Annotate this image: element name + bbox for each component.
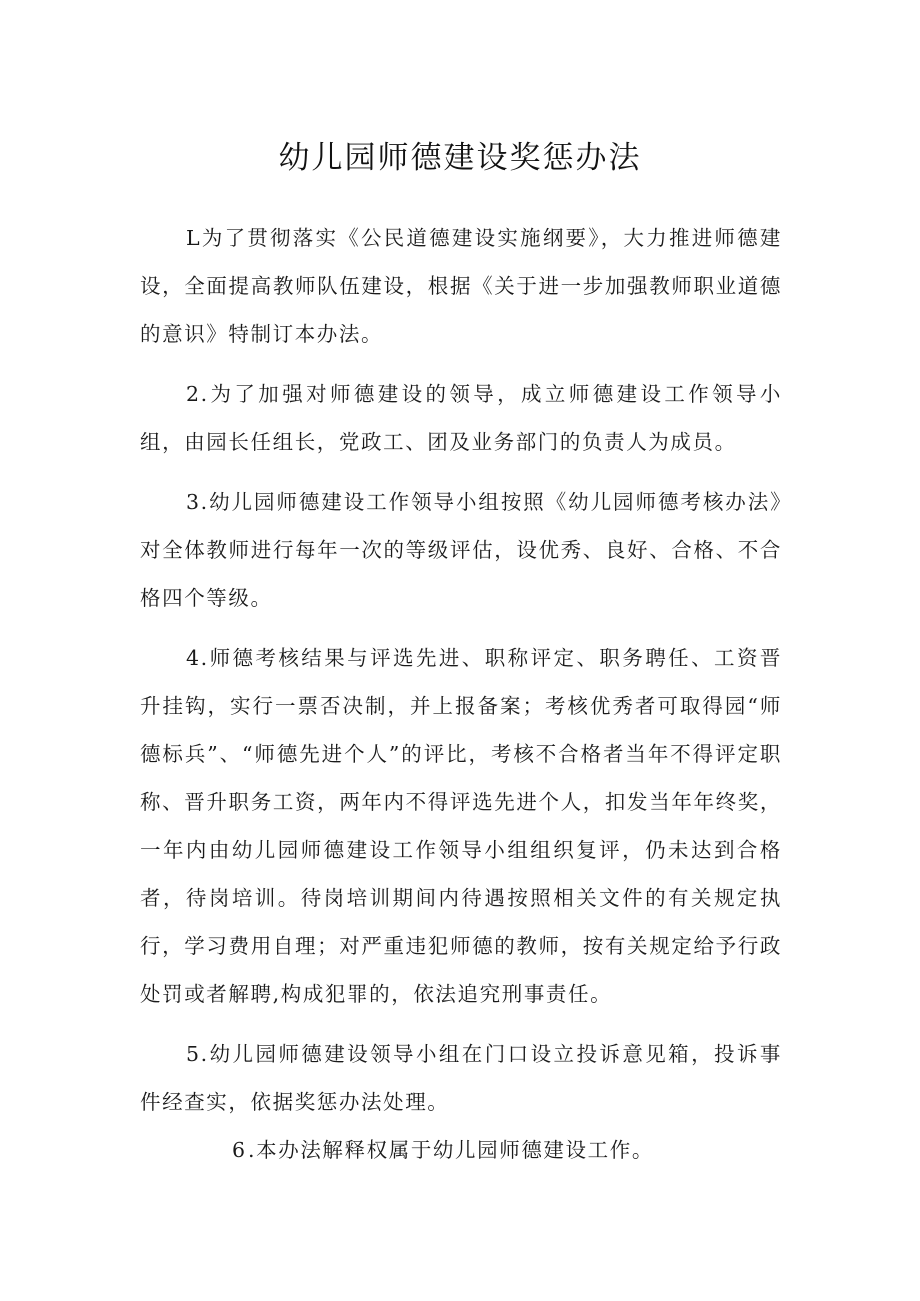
paragraph-4: 4.师德考核结果与评选先进、职称评定、职务聘任、工资晋升挂钩，实行一票否决制，并上报备案；考核优秀者可取得园“师德标兵”、“师德先进个人”的评比，考核不合格者当年不得评定职称、晋升职务工资，两年内不得评选先进个人，扣发当年年终奖，一年内由幼儿园师德建设工作领导小组组织复评，仍未达到合格者，待岗培训。待岗培训期间内待遇按照相关文件的有关规定执行，学习费用自理；对严重违犯师德的教师，按有关规定给予行政处罚或者解聘,构成犯罪的，依法追究刑事责任。 [140, 646, 782, 1006]
document-title: 幼儿园师德建设奖惩办法 [278, 140, 642, 176]
paragraph-3: 3.幼儿园师德建设工作领导小组按照《幼儿园师德考核办法》对全体教师进行每年一次的等级评估，设优秀、良好、合格、不合格四个等级。 [140, 490, 782, 610]
document-body [140, 214, 782, 1174]
paragraph-6 [140, 1126, 782, 1174]
paragraph-2: 2.为了加强对师德建设的领导，成立师德建设工作领导小组，由园长任组长，党政工、团及业务部门的负责人为成员。 [140, 382, 782, 454]
paragraph-1: L为了贯彻落实《公民道德建设实施纲要》，大力推进师德建设，全面提高教师队伍建设，根据《关于进一步加强教师职业道德的意识》特制订本办法。 [140, 226, 782, 346]
item-text: .本办法解释权属于幼儿园师德建设工作。 [248, 1138, 654, 1162]
item-number: 6 [232, 1138, 247, 1162]
paragraph-5: 5.幼儿园师德建设领导小组在门口设立投诉意见箱，投诉事件经查实，依据奖惩办法处理。 [140, 1042, 782, 1114]
